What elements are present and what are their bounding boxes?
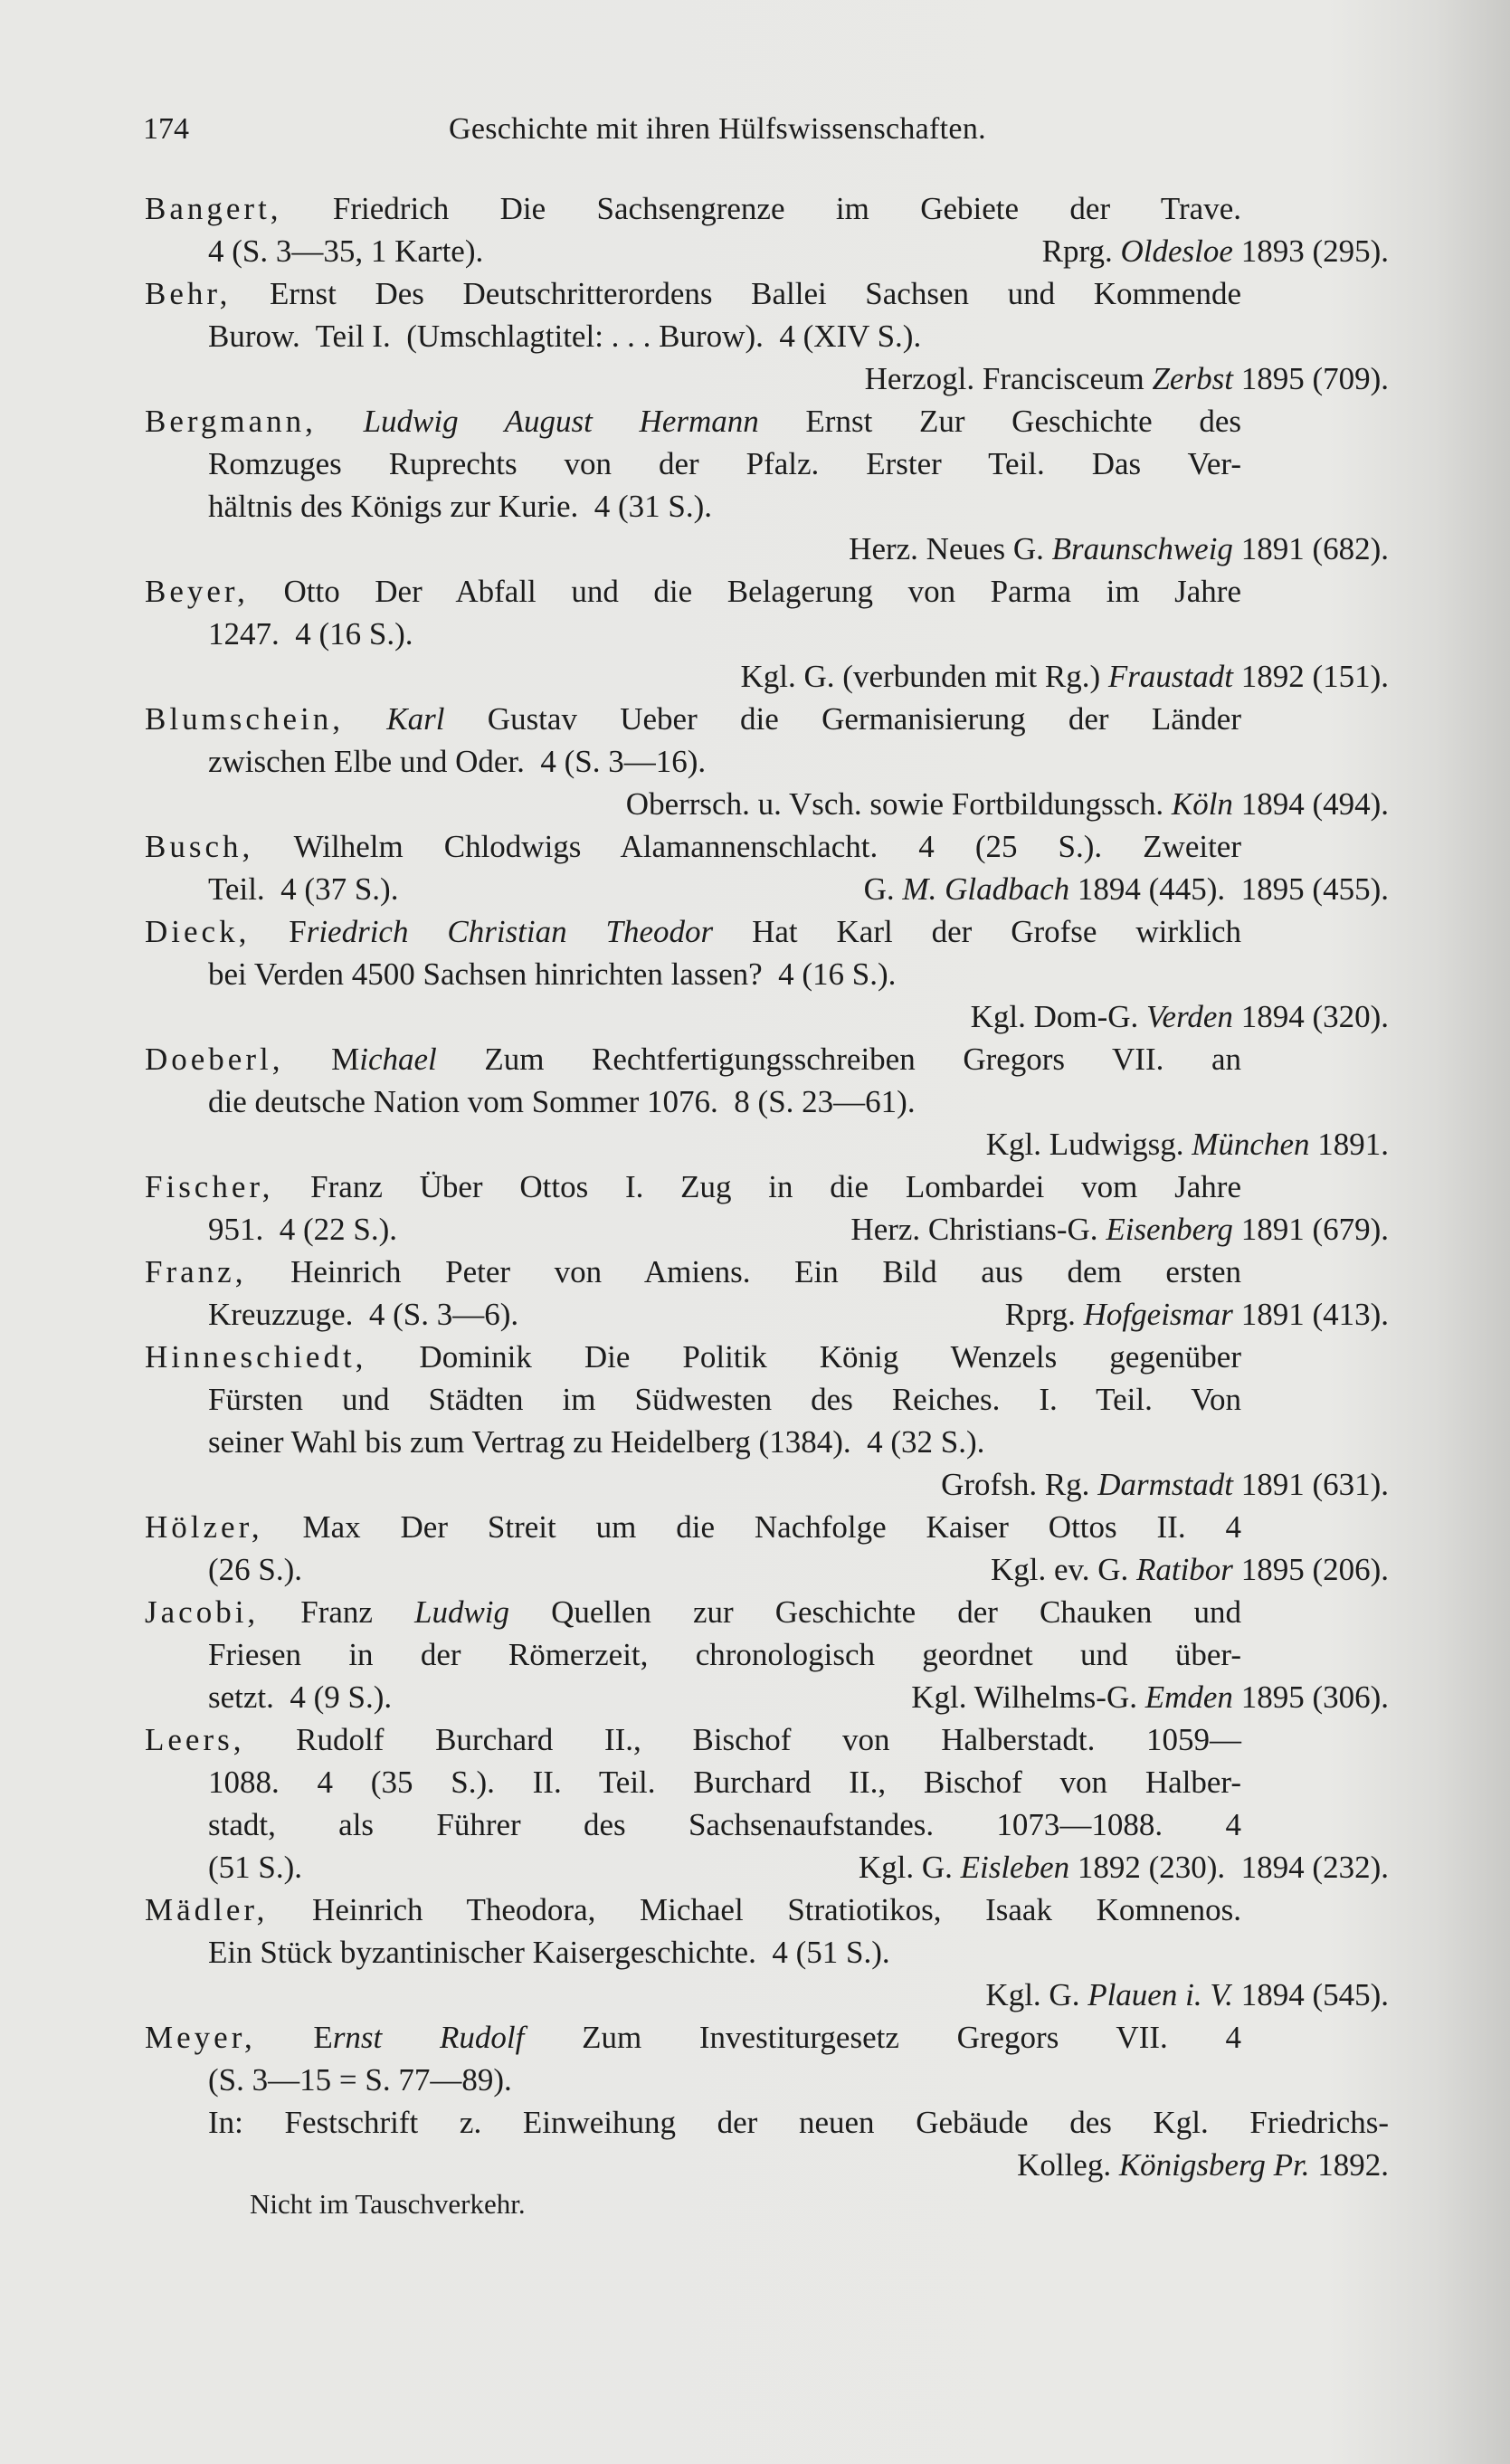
text-segment: Burow. Teil I. (Umschlagtitel: . . . Burow). 4 (XIV S.).: [208, 319, 922, 354]
text-segment: 1894 (494).: [1232, 786, 1389, 822]
author-surname: Fischer,: [145, 1169, 274, 1204]
text-segment: 1894 (320).: [1232, 999, 1389, 1034]
text-segment: stadt, als Führer des Sachsenaufstandes. 1073—1088. 4: [208, 1807, 1241, 1842]
author-surname: Hinneschiedt,: [145, 1339, 367, 1375]
text-segment: Grofsh. Rg.: [941, 1467, 1098, 1502]
text-segment: Friedrich Die Sachsengrenze im Gebiete der Trave.: [281, 191, 1241, 226]
text-segment: In: Festschrift z. Einweihung der neuen Gebäude des Kgl. Friedrichs-: [208, 2105, 1389, 2140]
italic-segment: ichael: [359, 1042, 437, 1077]
text-line: [208, 953, 896, 995]
text-line: [208, 868, 1389, 910]
line-left-part: [208, 1548, 302, 1591]
author-surname: Mädler,: [145, 1892, 269, 1927]
text-segment: Kolleg.: [1017, 2147, 1119, 2183]
text-line: [145, 2016, 1241, 2059]
text-line: [208, 1421, 984, 1463]
italic-segment: Hofgeismar: [1083, 1297, 1233, 1332]
text-segment: Kgl. G.: [985, 1977, 1088, 2012]
text-segment: Rprg.: [1004, 1297, 1084, 1332]
text-segment: 1895 (709).: [1232, 361, 1389, 396]
author-surname: Jacobi,: [145, 1594, 260, 1630]
author-surname: Beyer,: [145, 574, 249, 609]
italic-segment: riedrich Christian Theodor: [306, 914, 714, 949]
author-surname: Leers,: [145, 1722, 245, 1757]
text-segment: Kgl. G.: [858, 1850, 961, 1885]
text-line: [145, 1336, 1241, 1378]
text-segment: die deutsche Nation vom Sommer 1076. 8 (S. 23—61).: [208, 1084, 916, 1119]
text-segment: G.: [863, 871, 903, 907]
line-right-part: [991, 1548, 1389, 1591]
text-line: [941, 1463, 1389, 1506]
text-segment: Quellen zur Geschichte der Chauken und: [509, 1594, 1241, 1630]
line-left-part: [208, 1676, 392, 1718]
text-line: [208, 315, 921, 357]
text-segment: 4 (S. 3—35, 1 Karte).: [208, 233, 484, 269]
text-segment: Dominik Die Politik König Wenzels gegenüber: [366, 1339, 1241, 1375]
italic-segment: Plauen i. V.: [1087, 1977, 1233, 2012]
text-line: [208, 1293, 1389, 1336]
text-segment: M: [283, 1042, 360, 1077]
line-left-part: [208, 230, 483, 272]
text-line: [208, 485, 712, 528]
text-line: [208, 230, 1389, 272]
line-right-part: [1005, 1293, 1389, 1336]
text-line: [208, 1846, 1389, 1888]
author-surname: Dieck,: [145, 914, 251, 949]
line-right-part: [1042, 230, 1389, 272]
text-segment: Franz: [259, 1594, 414, 1630]
text-segment: Kreuzzuge. 4 (S. 3—6).: [208, 1297, 519, 1332]
text-segment: Ernst Zur Geschichte des: [758, 404, 1241, 439]
italic-segment: Ludwig August Hermann: [363, 404, 759, 439]
author-surname: Doeberl,: [145, 1042, 284, 1077]
page-number: 174: [143, 112, 189, 146]
text-line: [865, 357, 1389, 400]
text-segment: 1892 (230). 1894 (232).: [1069, 1850, 1389, 1885]
text-line: [208, 1761, 1241, 1803]
footnote-not-in-exchange: Nicht im Tauschverkehr.: [250, 2188, 526, 2220]
text-segment: [344, 701, 386, 737]
text-segment: 1088. 4 (35 S.). II. Teil. Burchard II., Bischof von Halber-: [208, 1765, 1241, 1800]
text-segment: Ein Stück byzantinischer Kaisergeschichte. 4 (51 S.).: [208, 1935, 890, 1970]
text-segment: Rprg.: [1041, 233, 1121, 269]
text-segment: seiner Wahl bis zum Vertrag zu Heidelberg (1384). 4 (32 S.).: [208, 1424, 985, 1460]
italic-segment: rnst Rudolf: [332, 2020, 525, 2055]
text-line: [145, 1591, 1241, 1633]
text-line: [208, 1676, 1389, 1718]
author-surname: Franz,: [145, 1254, 247, 1289]
text-line: [145, 1251, 1241, 1293]
text-segment: zwischen Elbe und Oder. 4 (S. 3—16).: [208, 744, 707, 779]
text-segment: Kgl. Dom-G.: [970, 999, 1147, 1034]
text-line: [145, 1165, 1241, 1208]
text-segment: Heinrich Peter von Amiens. Ein Bild aus dem ersten: [246, 1254, 1241, 1289]
text-segment: Max Der Streit um die Nachfolge Kaiser Ottos II. 4: [262, 1509, 1241, 1545]
text-segment: Rudolf Burchard II., Bischof von Halberstadt. 1059—: [244, 1722, 1241, 1757]
text-segment: Kgl. G. (verbunden mit Rg.): [740, 659, 1108, 694]
italic-segment: Eisenberg: [1106, 1212, 1233, 1247]
line-right-part: [850, 1208, 1389, 1251]
text-segment: Herzogl. Francisceum: [864, 361, 1153, 396]
text-line: [145, 1038, 1241, 1080]
text-segment: 1891.: [1309, 1127, 1389, 1162]
text-segment: Gustav Ueber die Germanisierung der Länder: [444, 701, 1241, 737]
text-segment: Hat Karl der Grofse wirklich: [713, 914, 1242, 949]
text-line: [741, 655, 1389, 698]
text-line: [145, 1718, 1241, 1761]
text-segment: bei Verden 4500 Sachsen hinrichten lassen? 4 (16 S.).: [208, 956, 897, 992]
text-segment: 1894 (545).: [1232, 1977, 1389, 2012]
text-line: [626, 783, 1389, 825]
text-segment: Otto Der Abfall und die Belagerung von Parma im Jahre: [248, 574, 1241, 609]
text-segment: 1892 (151).: [1232, 659, 1389, 694]
line-left-part: [208, 1846, 302, 1888]
text-line: [986, 1123, 1389, 1165]
text-line: [145, 698, 1241, 740]
text-segment: 1893 (295).: [1232, 233, 1389, 269]
text-line: [145, 187, 1241, 230]
text-segment: Heinrich Theodora, Michael Stratiotikos, Isaak Komnenos.: [268, 1892, 1241, 1927]
text-segment: Kgl. Wilhelms-G.: [911, 1679, 1145, 1715]
text-line: [208, 1931, 890, 1974]
text-line: [1017, 2144, 1389, 2186]
text-line: [849, 528, 1389, 570]
text-segment: 1891 (631).: [1232, 1467, 1389, 1502]
text-segment: Wilhelm Chlodwigs Alamannenschlacht. 4 (25 S.). Zweiter: [253, 829, 1241, 864]
line-right-part: [859, 1846, 1389, 1888]
italic-segment: Verden: [1146, 999, 1233, 1034]
text-segment: Herz. Christians-G.: [850, 1212, 1106, 1247]
line-left-part: [208, 1293, 518, 1336]
italic-segment: Fraustadt: [1107, 659, 1233, 694]
author-surname: Bangert,: [145, 191, 282, 226]
text-line: [208, 2059, 512, 2101]
text-line: [145, 910, 1241, 953]
italic-segment: Ratibor: [1135, 1552, 1233, 1587]
italic-segment: Oldesloe: [1120, 233, 1233, 269]
text-segment: Franz Über Ottos I. Zug in die Lombardei vom Jahre: [273, 1169, 1241, 1204]
text-line: [208, 2101, 1389, 2144]
running-header-title: Geschichte mit ihren Hülfswissenschaften.: [449, 112, 986, 146]
italic-segment: Emden: [1144, 1679, 1233, 1715]
author-surname: Busch,: [145, 829, 254, 864]
text-segment: (51 S.).: [208, 1850, 303, 1885]
text-line: [145, 1888, 1241, 1931]
text-segment: 1891 (682).: [1232, 531, 1389, 566]
text-segment: [317, 404, 364, 439]
text-segment: Zum Rechtfertigungsschreiben Gregors VII. an: [436, 1042, 1241, 1077]
text-segment: Oberrsch. u. Vsch. sowie Fortbildungssch.: [625, 786, 1172, 822]
text-segment: Zum Investiturgesetz Gregors VII. 4: [524, 2020, 1241, 2055]
italic-segment: Ludwig: [414, 1594, 510, 1630]
text-line: [208, 442, 1241, 485]
text-segment: 1892.: [1309, 2147, 1389, 2183]
text-segment: hältnis des Königs zur Kurie. 4 (31 S.).: [208, 489, 713, 524]
text-segment: Herz. Neues G.: [849, 531, 1052, 566]
text-line: [208, 613, 413, 655]
text-segment: Romzuges Ruprechts von der Pfalz. Erster Teil. Das Ver-: [208, 446, 1241, 481]
text-segment: 1894 (445). 1895 (455).: [1069, 871, 1389, 907]
text-line: [208, 1548, 1389, 1591]
text-line: [208, 1208, 1389, 1251]
text-line: [145, 825, 1241, 868]
author-surname: Behr,: [145, 276, 232, 311]
line-right-part: [911, 1676, 1389, 1718]
text-line: [208, 1803, 1241, 1846]
italic-segment: Eisleben: [960, 1850, 1070, 1885]
text-segment: 1895 (206).: [1232, 1552, 1389, 1587]
text-segment: 1891 (413).: [1232, 1297, 1389, 1332]
text-line: [208, 740, 706, 783]
text-line: [208, 1080, 916, 1123]
text-line: [208, 1378, 1241, 1421]
line-right-part: [864, 868, 1389, 910]
text-line: [145, 1506, 1241, 1548]
text-line: [985, 1974, 1389, 2016]
line-left-part: [208, 1208, 397, 1251]
text-segment: E: [255, 2020, 333, 2055]
author-surname: Blumschein,: [145, 701, 344, 737]
italic-segment: Köln: [1171, 786, 1233, 822]
text-segment: 1895 (306).: [1232, 1679, 1389, 1715]
text-segment: 1891 (679).: [1232, 1212, 1389, 1247]
text-line: [145, 570, 1241, 613]
line-left-part: [208, 868, 398, 910]
text-segment: Fürsten und Städten im Südwesten des Reiches. I. Teil. Von: [208, 1382, 1241, 1417]
text-segment: (26 S.).: [208, 1552, 303, 1587]
text-segment: Friesen in der Römerzeit, chronologisch geordnet und über-: [208, 1637, 1241, 1672]
italic-segment: Königsberg Pr.: [1118, 2147, 1310, 2183]
text-line: [971, 995, 1389, 1038]
italic-segment: Zerbst: [1152, 361, 1233, 396]
italic-segment: München: [1192, 1127, 1310, 1162]
text-line: [208, 1633, 1241, 1676]
author-surname: Hölzer,: [145, 1509, 263, 1545]
text-segment: Ernst Des Deutschritterordens Ballei Sachsen und Kommende: [231, 276, 1241, 311]
text-line: [145, 272, 1241, 315]
italic-segment: Karl: [386, 701, 445, 737]
text-segment: F: [250, 914, 307, 949]
text-segment: Kgl. ev. G.: [990, 1552, 1136, 1587]
text-line: [145, 400, 1241, 442]
text-segment: Kgl. Ludwigsg.: [985, 1127, 1192, 1162]
author-surname: Bergmann,: [145, 404, 317, 439]
text-segment: (S. 3—15 = S. 77—89).: [208, 2062, 512, 2098]
text-segment: Teil. 4 (37 S.).: [208, 871, 399, 907]
italic-segment: M. Gladbach: [902, 871, 1070, 907]
text-segment: setzt. 4 (9 S.).: [208, 1679, 393, 1715]
italic-segment: Darmstadt: [1097, 1467, 1233, 1502]
text-segment: 1247. 4 (16 S.).: [208, 616, 413, 652]
italic-segment: Braunschweig: [1051, 531, 1233, 566]
text-segment: 951. 4 (22 S.).: [208, 1212, 398, 1247]
author-surname: Meyer,: [145, 2020, 256, 2055]
